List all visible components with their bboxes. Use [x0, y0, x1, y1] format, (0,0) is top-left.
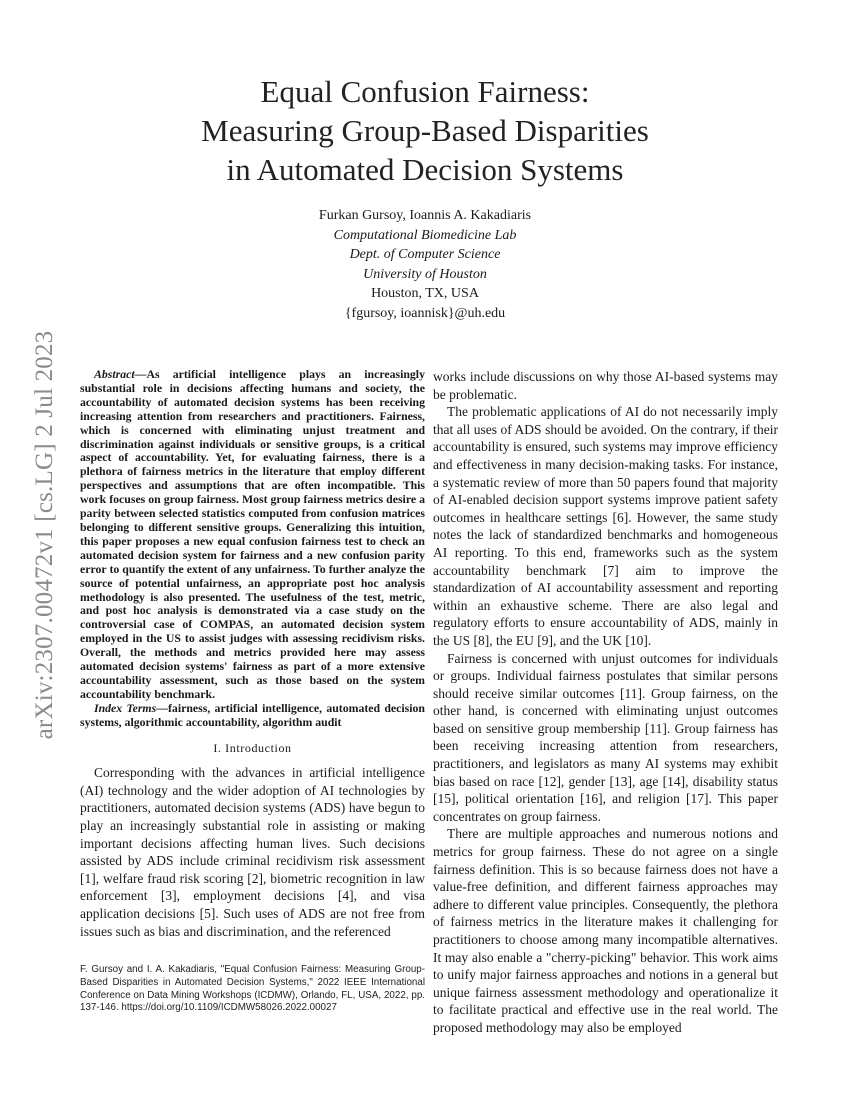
paper-title: [130, 72, 720, 189]
abstract: [80, 368, 425, 702]
index-terms-label: Index Terms—: [94, 700, 168, 715]
body-paragraph: Fairness is concerned with unjust outcomes for individuals or groups. Individual fairness postulates that similar persons should receive similar outcomes [11]. Group fairness, on the other hand, is concerned with eliminating unjust outcomes based on sensitive group membership [11]. Group fairness has been receiving increasing attention from researchers, practitioners, and legislators as many AI systems may exhibit bias based on race [12], gender [13], age [14], disability status [15], political orientation [16], and religion [17]. This paper concentrates on group fairness.: [433, 650, 778, 824]
title-line: in Automated Decision Systems: [226, 152, 624, 187]
abstract-label: Abstract—: [94, 367, 147, 381]
body-paragraph: The problematic applications of AI do not necessarily imply that all uses of ADS should be avoided. On the contrary, if their accountability is ensured, such systems may improve efficiency and effectiveness in many decision-making tasks. For instance, a systematic review of more than 50 papers found that majority of AI-enabled decision support systems improve patient safety outcomes in healthcare settings [6]. However, the same study notes the lack of standardized benchmarks and homogeneous AI reporting. To this end, frameworks such as the system accountability benchmark [7] aim to improve the standardization of AI accountability assessment and reporting within an exhaustive scheme. There are also legal and regulatory efforts to ensure accountability of ADS, mainly in the US [8], the EU [9], and the UK [10].: [433, 404, 778, 648]
author-names: Furkan Gursoy, Ioannis A. Kakadiaris: [318, 208, 532, 223]
author-location: Houston, TX, USA: [371, 286, 479, 301]
section-heading-introduction: I. Introduction: [213, 740, 292, 755]
left-column: [80, 368, 425, 940]
footnote: F. Gursoy and I. A. Kakadiaris, "Equal Confusion Fairness: Measuring Group-Based Disparities in Automated Decision Systems," 2022 IEEE International Conference on Data Mining Workshops (ICDMW), Orlando, FL, USA, 2022, pp. 137-146. https://doi.org/10.1109/ICDMW58026.2022.00027: [80, 964, 425, 1014]
intro-paragraph: Corresponding with the advances in artificial intelligence (AI) technology and the wider adoption of AI technologies by practitioners, automated decision systems (ADS) have begun to play an increasingly substantial role in assisting or making important decisions affecting human lives. Such decisions assisted by ADS include criminal recidivism risk assessment [1], welfare fraud risk scoring [2], biometric recognition in law enforcement [3], employment decisions [4], and visa application decisions [5]. Such uses of ADS are not free from issues such as bias and discrimination, and the referenced: [80, 765, 425, 939]
index-terms-text: fairness, artificial intelligence, automated decision systems, algorithmic accountability, algorithm audit: [80, 700, 425, 729]
arxiv-id: arXiv:2307.00472v1 [cs.LG] 2 Jul 2023: [31, 330, 58, 740]
right-column: [433, 368, 778, 1037]
body-paragraph: There are multiple approaches and numerous notions and metrics for group fairness. These do not agree on a single fairness definition. This is so because fairness does not have a value-free definition, and different fairness approaches may adhere to different value principles. Consequently, the plethora of fairness metrics in the literature makes it challenging for practitioners to choose among many incompatible alternatives. It may also enable a "cherry-picking" behavior. This work aims to unify major fairness approaches and notions in a general but unique fairness assessment methodology and operationalize it to facilitate practical and effective use in the real world. The proposed methodology may also be employed: [433, 826, 778, 1035]
title-line: Equal Confusion Fairness:: [260, 74, 590, 109]
body-paragraph: works include discussions on why those AI-based systems may be problematic.: [433, 369, 778, 402]
index-terms: [80, 702, 425, 730]
affiliation-dept: Dept. of Computer Science: [349, 247, 501, 262]
author-email: {fgursoy, ioannisk}@uh.edu: [344, 305, 506, 321]
affiliation-lab: Computational Biomedicine Lab: [333, 227, 517, 243]
title-line: Measuring Group-Based Disparities: [201, 113, 649, 148]
affiliation-university: University of Houston: [363, 266, 487, 282]
abstract-text: As artificial intelligence plays an increasingly substantial role in decisions affecting humans and society, the accountability of automated decision systems has been receiving increasing attention from researchers and practitioners. Fairness, which is concerned with eliminating unjust treatment and discrimination against individuals or sensitive groups, is a critical aspect of accountability. Yet, for evaluating fairness, there is a plethora of fairness metrics in the literature that employ different perspectives and assumptions that are often incompatible. This work focuses on group fairness. Most group fairness metrics desire a parity between selected statistics computed from confusion matrices belonging to different sensitive groups. Generalizing this intuition, this paper proposes a new equal confusion fairness test to check an automated decision system for fairness and a new confusion parity error to quantify the extent of any unfairness. To further analyze the source of potential unfairness, an appropriate post hoc analysis methodology is also presented. The usefulness of the test, metric, and post hoc analysis is demonstrated via a case study on the controversial case of COMPAS, an automated decision system employed in the US to assist judges with assessing recidivism risks. Overall, the methods and metrics provided here may assess automated decision systems' fairness as part of a more extensive accountability assessment, such as those based on the system accountability benchmark.: [80, 367, 425, 701]
arxiv-sidebar: [28, 300, 62, 770]
author-block: [225, 206, 625, 323]
